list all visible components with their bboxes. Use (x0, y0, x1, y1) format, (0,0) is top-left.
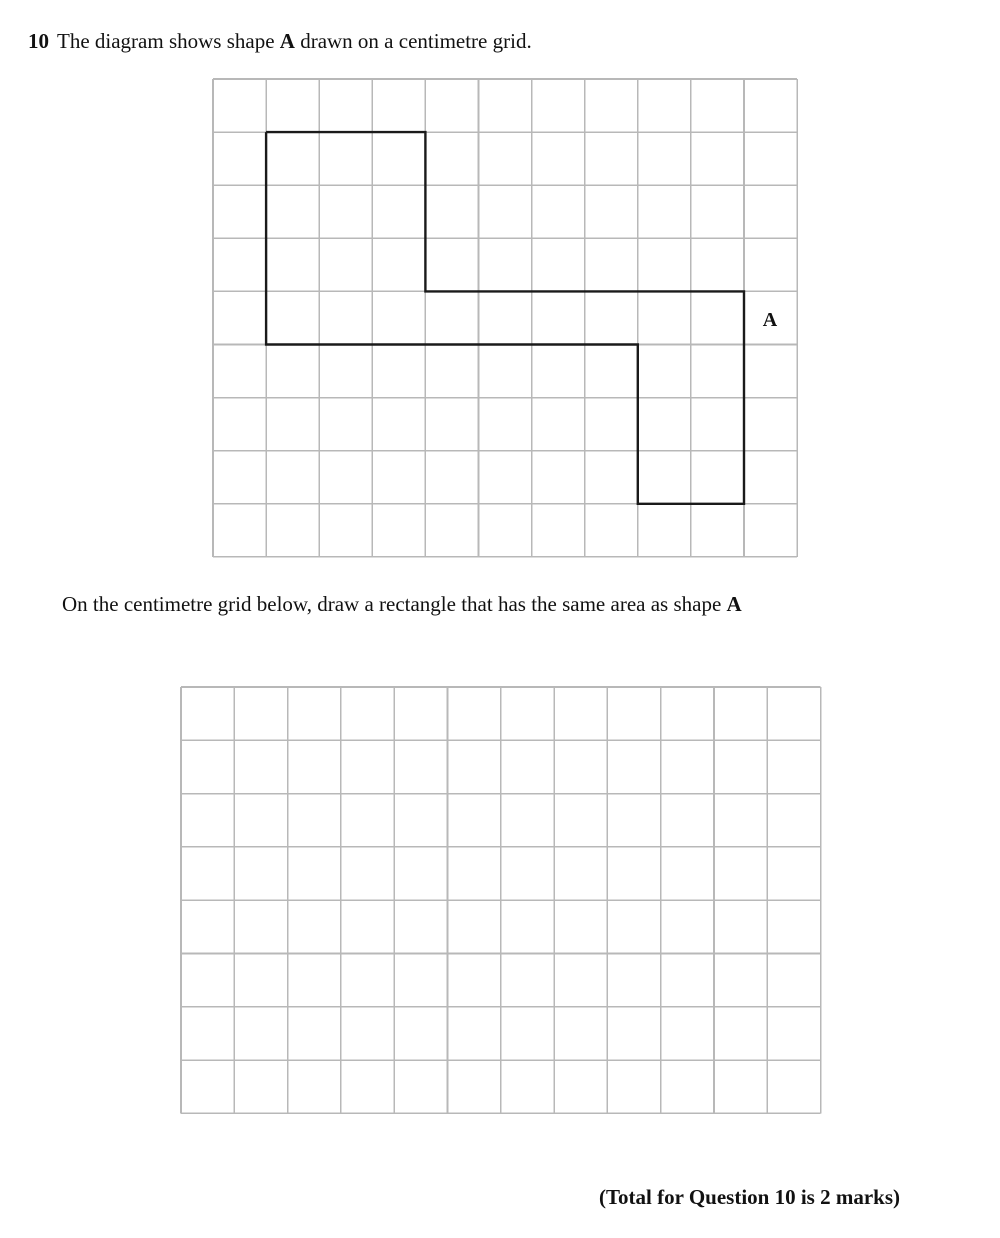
question-shape-name: A (279, 29, 295, 53)
question-number: 10 (28, 29, 49, 53)
shape-a-label: A (762, 309, 778, 331)
total-marks: (Total for Question 10 is 2 marks) (598, 1185, 900, 1209)
question-text-before: The diagram shows shape (57, 29, 280, 53)
instruction-body: On the centimetre grid below, draw a rectangle that has the same area as shape (62, 592, 727, 616)
instruction-shape-name: A (726, 592, 742, 616)
question-text-after: drawn on a centimetre grid. (294, 29, 532, 53)
answer-grid-lines (181, 687, 821, 1113)
